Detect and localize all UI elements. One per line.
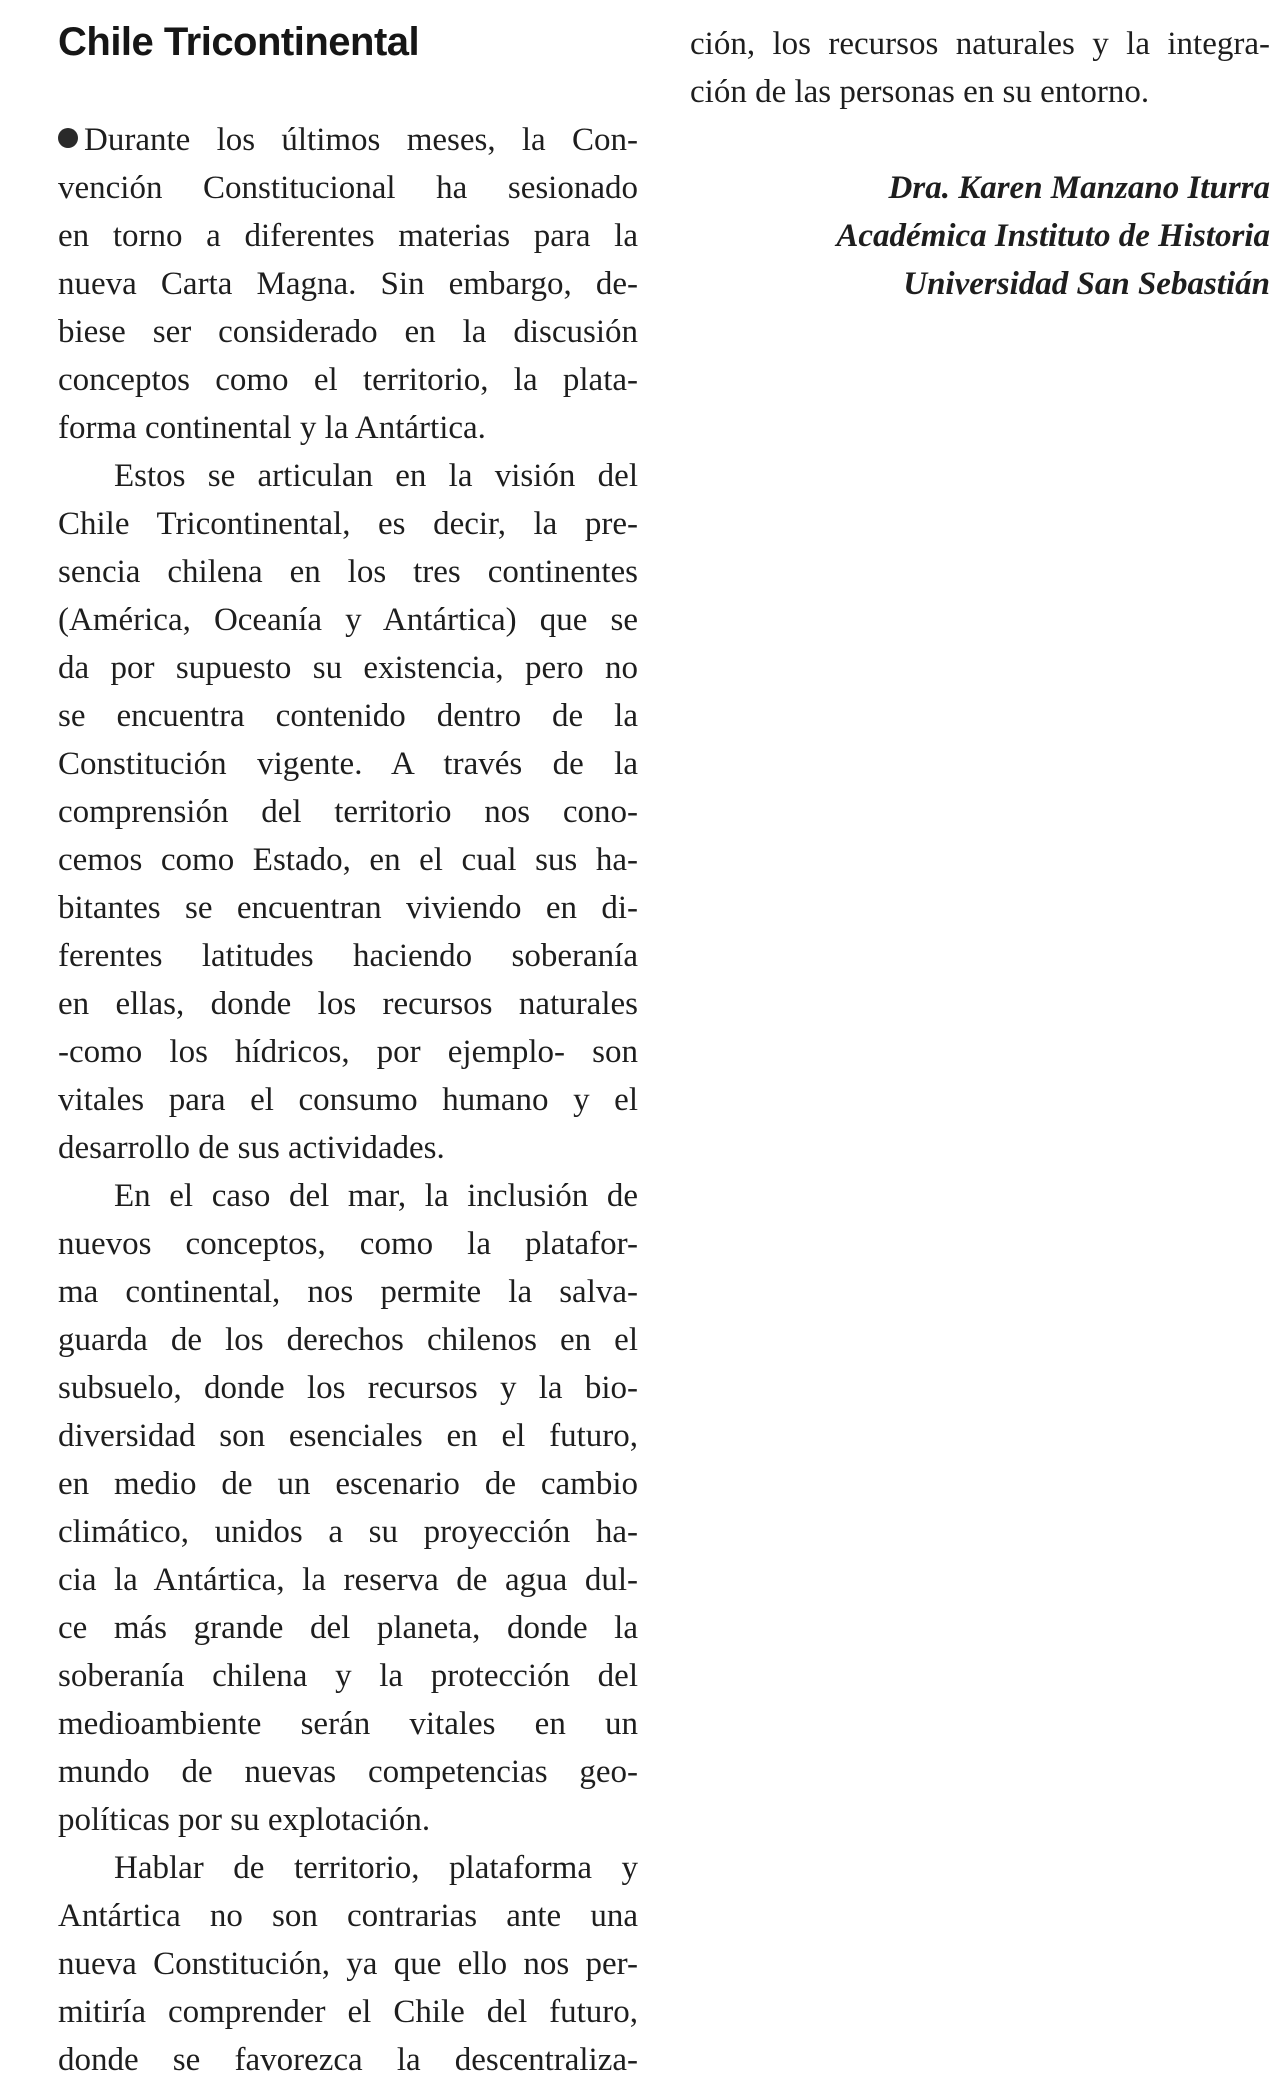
text-line-content: Antártica no son contrarias ante una — [58, 1898, 638, 1934]
article-body-left-column — [58, 116, 638, 2084]
text-line — [58, 1220, 638, 1268]
article-body-right-column — [690, 20, 1270, 116]
text-line-content: políticas por su explotación. — [58, 1802, 431, 1838]
text-line-content: conceptos como el territorio, la plata- — [58, 362, 638, 398]
text-line — [58, 1796, 638, 1844]
text-line-content: Chile Tricontinental, es decir, la pre- — [58, 506, 638, 542]
text-line-content: forma continental y la Antártica. — [58, 410, 486, 446]
text-line — [58, 884, 638, 932]
text-line-content: en ellas, donde los recursos naturales — [58, 986, 638, 1022]
text-line — [58, 740, 638, 788]
text-line — [58, 116, 638, 164]
text-line-content: sencia chilena en los tres continentes — [58, 554, 638, 590]
text-line-content: en medio de un escenario de cambio — [58, 1466, 638, 1502]
text-line — [58, 1700, 638, 1748]
text-line-content: ferentes latitudes haciendo soberanía — [58, 938, 638, 974]
text-line-content: comprensión del territorio nos cono- — [58, 794, 638, 830]
text-line-content: desarrollo de sus actividades. — [58, 1130, 445, 1166]
author-institution: Universidad San Sebastián — [903, 266, 1270, 302]
text-line-content: diversidad son esenciales en el futuro, — [58, 1418, 638, 1454]
text-line-content: medioambiente serán vitales en un — [58, 1706, 638, 1742]
text-line — [58, 164, 638, 212]
text-line — [58, 2036, 638, 2084]
text-line-content: donde se favorezca la descentraliza- — [58, 2042, 638, 2078]
text-line-content: cemos como Estado, en el cual sus ha- — [58, 842, 638, 878]
text-line — [58, 308, 638, 356]
text-line-content: en torno a diferentes materias para la — [58, 218, 638, 254]
text-line — [58, 1748, 638, 1796]
text-line — [58, 1268, 638, 1316]
text-line — [58, 932, 638, 980]
text-line-content: biese ser considerado en la discusión — [58, 314, 638, 350]
text-line-content: Constitución vigente. A través de la — [58, 746, 638, 782]
text-line-content: ción de las personas en su entorno. — [690, 74, 1150, 110]
text-line — [58, 548, 638, 596]
text-line — [58, 692, 638, 740]
text-line — [58, 1652, 638, 1700]
text-line — [58, 212, 638, 260]
text-line-content: Estos se articulan en la visión del — [114, 458, 638, 494]
text-line-content: nueva Constitución, ya que ello nos per- — [58, 1946, 638, 1982]
text-line — [690, 20, 1270, 68]
text-line-content: mitiría comprender el Chile del futuro, — [58, 1994, 638, 2030]
text-line — [58, 1988, 638, 2036]
text-line-content: Hablar de territorio, plataforma y — [114, 1850, 638, 1886]
text-line — [58, 260, 638, 308]
text-line-content: cia la Antártica, la reserva de agua dul- — [58, 1562, 638, 1598]
text-line — [58, 500, 638, 548]
text-line — [58, 1556, 638, 1604]
text-line — [58, 788, 638, 836]
text-line-content: mundo de nuevas competencias geo- — [58, 1754, 638, 1790]
text-line — [58, 1364, 638, 1412]
bullet-icon — [58, 128, 78, 148]
text-line-content: soberanía chilena y la protección del — [58, 1658, 638, 1694]
author-signature — [690, 164, 1270, 308]
text-line — [58, 1460, 638, 1508]
text-line-content: ce más grande del planeta, donde la — [58, 1610, 638, 1646]
text-line-content: Durante los últimos meses, la Con- — [84, 122, 638, 158]
text-line — [58, 836, 638, 884]
text-line — [58, 452, 638, 500]
text-line — [58, 1892, 638, 1940]
text-line-content: vención Constitucional ha sesionado — [58, 170, 638, 206]
text-line — [58, 1172, 638, 1220]
text-line-content: da por supuesto su existencia, pero no — [58, 650, 638, 686]
text-line-content: (América, Oceanía y Antártica) que se — [58, 602, 638, 638]
text-line-content: En el caso del mar, la inclusión de — [114, 1178, 638, 1214]
text-line — [58, 1028, 638, 1076]
author-name: Dra. Karen Manzano Iturra — [888, 170, 1270, 206]
text-line-content: ción, los recursos naturales y la integra- — [690, 26, 1270, 62]
text-line — [58, 1604, 638, 1652]
text-line-content: subsuelo, donde los recursos y la bio- — [58, 1370, 638, 1406]
text-line-content: ma continental, nos permite la salva- — [58, 1274, 638, 1310]
text-line-content: -como los hídricos, por ejemplo- son — [58, 1034, 638, 1070]
text-line-content: vitales para el consumo humano y el — [58, 1082, 638, 1118]
text-line — [58, 980, 638, 1028]
text-line — [58, 1124, 638, 1172]
text-line-content: climático, unidos a su proyección ha- — [58, 1514, 638, 1550]
text-line-content: nuevos conceptos, como la platafor- — [58, 1226, 638, 1262]
text-line — [58, 644, 638, 692]
text-line-content: se encuentra contenido dentro de la — [58, 698, 638, 734]
text-line — [58, 1412, 638, 1460]
text-line — [58, 404, 638, 452]
text-line — [58, 1940, 638, 1988]
text-line — [58, 1844, 638, 1892]
text-line — [58, 1508, 638, 1556]
text-line-content: nueva Carta Magna. Sin embargo, de- — [58, 266, 638, 302]
author-role: Académica Instituto de Historia — [836, 218, 1270, 254]
text-line-content: bitantes se encuentran viviendo en di- — [58, 890, 638, 926]
text-line — [58, 1316, 638, 1364]
article-title: Chile Tricontinental — [58, 20, 420, 64]
text-line — [58, 1076, 638, 1124]
text-line-content: guarda de los derechos chilenos en el — [58, 1322, 638, 1358]
text-line — [690, 68, 1270, 116]
text-line — [58, 596, 638, 644]
text-line — [58, 356, 638, 404]
